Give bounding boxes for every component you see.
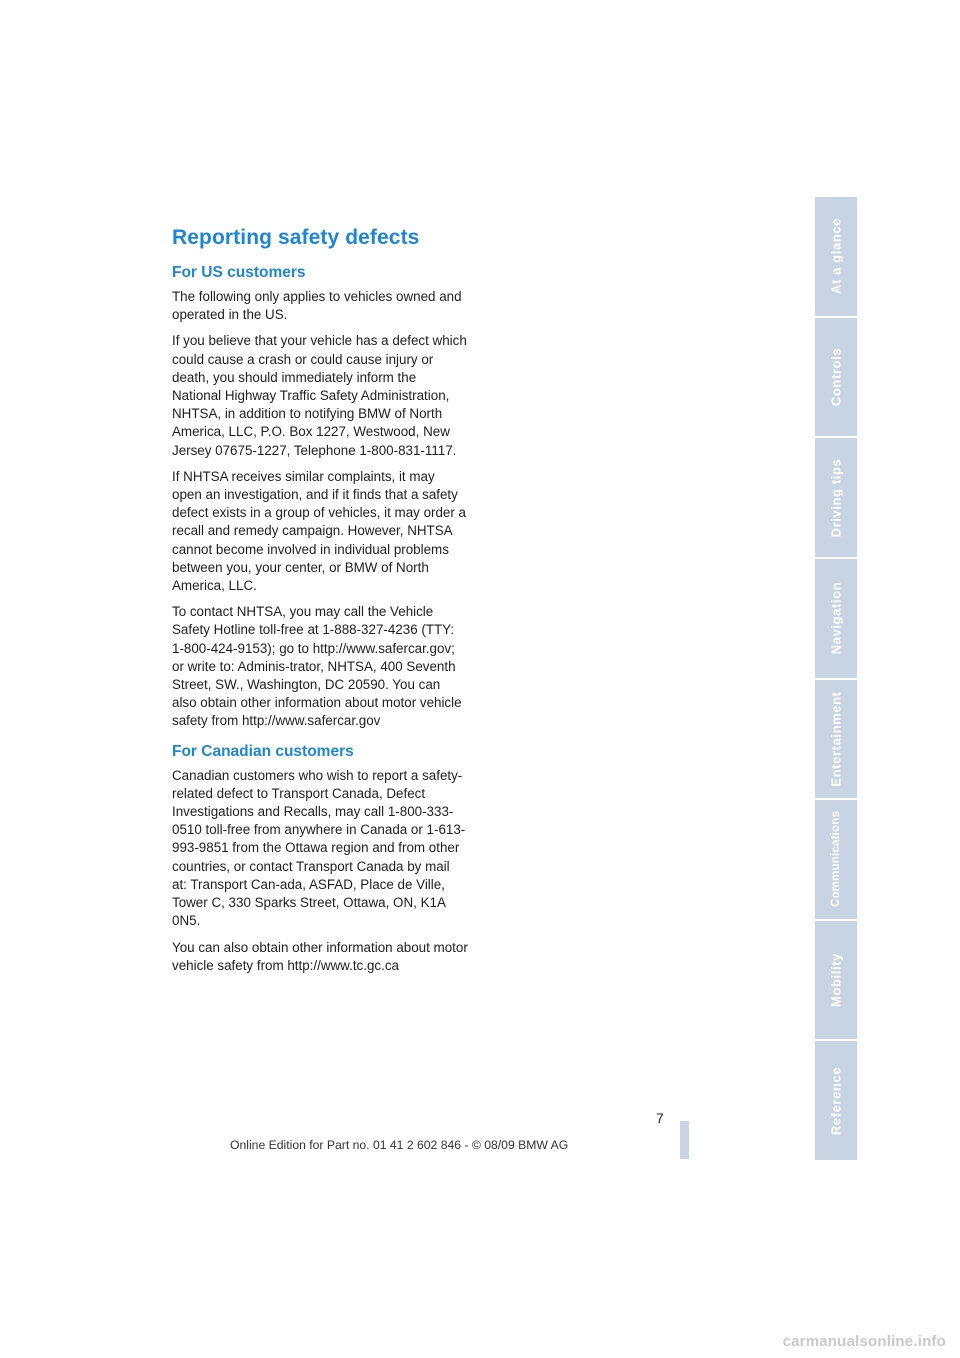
tab-label: Mobility: [828, 953, 844, 1008]
main-content: [172, 226, 468, 983]
paragraph: If you believe that your vehicle has a defect which could cause a crash or could cause injury or death, you should immediately inform the National Highway Traffic Safety Administration, NHTSA, in addition to notifying BMW of North America, LLC, P.O. Box 1227, Westwood, New Jersey 07675-1227, Telephone 1-800-831-1117.: [172, 333, 467, 458]
paragraph: Canadian customers who wish to report a safety-related defect to Transport Canada, Defect Investigations and Recalls, may call 1-800-333-0510 toll-free from anywhere in Canada or 1-613-993-9851 from the Ottawa region and from other countries, or contact Transport Canada by mail at: Transport Can-ada, ASFAD, Place de Ville, Tower C, 330 Sparks Street, Ottawa, ON, K1A 0N5.: [172, 767, 466, 929]
tab-mobility[interactable]: [815, 921, 857, 1040]
tab-label: Driving tips: [828, 458, 844, 537]
chapter-tabs: [815, 197, 857, 1160]
tab-entertainment[interactable]: [815, 680, 857, 799]
page-number: 7: [656, 1110, 664, 1126]
tab-label: Navigation: [828, 581, 844, 655]
tab-at-a-glance[interactable]: [815, 197, 857, 316]
tab-label: Entertainment: [828, 691, 844, 787]
tab-label: At a glance: [828, 218, 844, 295]
tab-driving-tips[interactable]: [815, 438, 857, 557]
tab-controls[interactable]: [815, 318, 857, 437]
watermark: carmanualsonline.info: [782, 1333, 946, 1350]
tab-communications[interactable]: [815, 800, 857, 919]
tab-navigation[interactable]: [815, 559, 857, 678]
section-heading-canada: For Canadian customers: [172, 742, 354, 760]
tab-label: Communications: [830, 811, 842, 908]
paragraph: You can also obtain other information about motor vehicle safety from http://www.tc.gc.ca: [172, 939, 468, 973]
page-marker: [680, 1121, 689, 1159]
tab-label: Reference: [828, 1066, 844, 1135]
footer-edition: Online Edition for Part no. 01 41 2 602 846 - © 08/09 BMW AG: [230, 1138, 569, 1152]
tab-label: Controls: [828, 347, 844, 407]
page-title: Reporting safety defects: [172, 226, 420, 249]
tab-reference[interactable]: [815, 1041, 857, 1160]
paragraph: The following only applies to vehicles owned and operated in the US.: [172, 289, 462, 323]
paragraph: If NHTSA receives similar complaints, it may open an investigation, and if it finds that a safety defect exists in a group of vehicles, it may order a recall and remedy campaign. However, NHTSA cannot become involved in individual problems between you, your center, or BMW of North America, LLC.: [172, 468, 466, 594]
paragraph: To contact NHTSA, you may call the Vehicle Safety Hotline toll-free at 1-888-327-4236 (TTY: 1-800-424-9153); go to http://www.safercar.gov; or write to: Adminis-trator, NHTSA, 400 Seventh Street, SW., Washington, DC 20590. You can also obtain other information about motor vehicle safety from http://www.safercar.gov: [172, 604, 462, 729]
section-heading-us: For US customers: [172, 264, 306, 281]
